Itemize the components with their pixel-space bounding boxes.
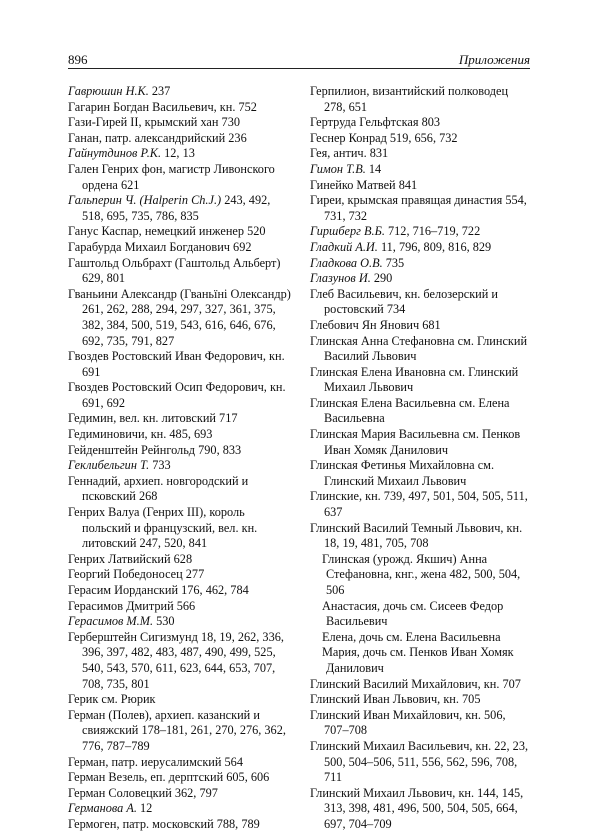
index-entry <box>68 786 294 802</box>
index-entry <box>310 115 532 131</box>
index-entry <box>68 224 294 240</box>
index-entry <box>68 443 294 459</box>
index-entry <box>310 739 532 786</box>
entry-text: Гагарин Богдан Васильевич, кн. 752 <box>68 99 257 114</box>
entry-text: Георгий Победоносец 277 <box>68 567 205 582</box>
index-entry <box>310 692 532 708</box>
entry-text: Гвоздев Ростовский Иван Федорович, кн. 691 <box>68 349 285 379</box>
index-entry <box>310 708 532 739</box>
index-subentry: Анастасия, дочь см. Сисеев Федор Васильевич <box>322 598 504 629</box>
index-entry <box>310 131 532 147</box>
entry-text: 237 <box>148 84 171 98</box>
entry-text: Глинский Василий Михайлович, кн. 707 <box>310 676 521 691</box>
index-entry <box>68 708 294 755</box>
author-name: Гиршберг В.Б. <box>310 224 385 239</box>
entry-text: Глинская Мария Васильевна см. Пенков Иван Хомяк Данилович <box>310 427 521 457</box>
index-entry <box>68 146 294 162</box>
index-entry <box>68 599 294 615</box>
index-entry <box>310 677 532 693</box>
entry-text: Глинская Елена Ивановна см. Глинский Михаил Львович <box>310 364 519 395</box>
index-entry <box>68 505 294 552</box>
entry-text: 530 <box>153 614 175 629</box>
entry-text: Гедимин, вел. кн. литовский 717 <box>68 411 238 426</box>
entry-text: 735 <box>382 255 405 270</box>
entry-text: Геннадий, архиеп. новгородский и псковский 268 <box>68 473 249 504</box>
entry-text: Геснер Конрад 519, 656, 732 <box>310 130 458 145</box>
entry-text: Глинский Василий Темный Львович, кн. 18, 19, 481, 705, 708 <box>310 520 523 551</box>
entry-text: Глинская Елена Васильевна см. Елена Васильевна <box>310 395 510 426</box>
index-entry <box>310 334 532 365</box>
index-entry <box>68 755 294 771</box>
index-entry <box>68 614 294 630</box>
index-entry <box>68 817 294 833</box>
index-entry <box>310 521 532 552</box>
entry-text: Глинский Михаил Львович, кн. 144, 145, 313, 398, 481, 496, 500, 504, 505, 664, 697, 704–709 <box>310 785 524 831</box>
entry-text: Генрих Валуа (Генрих III), король польский и французский, вел. кн. литовский 247, 520, 841 <box>68 505 258 551</box>
header-rule <box>68 68 530 69</box>
index-entry <box>310 178 532 194</box>
entry-text: Герман Соловецкий 362, 797 <box>68 785 218 800</box>
entry-text: 12, 13 <box>161 146 195 161</box>
index-entry <box>310 84 532 115</box>
entry-text: Герман, патр. иерусалимский 564 <box>68 754 243 769</box>
index-entry <box>310 193 532 224</box>
index-entry <box>68 552 294 568</box>
index-entry <box>310 318 532 334</box>
index-entry <box>68 630 294 692</box>
author-name: Гаврюшин Н.К. <box>68 84 149 98</box>
author-name: Глазунов И. <box>310 271 371 286</box>
index-entry <box>310 786 532 833</box>
entry-text: 290 <box>370 271 393 286</box>
author-name: Гладкова О.В. <box>310 255 383 270</box>
index-entry <box>68 131 294 147</box>
entry-text: 733 <box>149 458 171 473</box>
index-entry <box>310 271 532 287</box>
entry-text: Гейденштейн Рейнгольд 790, 833 <box>68 442 242 457</box>
entry-text: Глебович Ян Янович 681 <box>310 317 441 332</box>
section-title: Приложения <box>458 52 530 67</box>
index-entry <box>68 256 294 287</box>
entry-text: 11, 796, 809, 816, 829 <box>377 239 492 254</box>
index-entry <box>68 567 294 583</box>
entry-text: Гарабурда Михаил Богданович 692 <box>68 239 252 254</box>
entry-text: Ганус Каспар, немецкий инженер 520 <box>68 224 266 239</box>
entry-text: 12 <box>136 801 153 816</box>
index-entry <box>310 162 532 178</box>
index-entry <box>68 801 294 817</box>
index-entry <box>310 256 532 272</box>
index-entry <box>68 770 294 786</box>
entry-text: Гея, антич. 831 <box>310 146 389 161</box>
entry-text: Гаштольд Ольбрахт (Гаштольд Альберт) 629, 801 <box>68 255 281 286</box>
entry-text: Герасим Иорданский 176, 462, 784 <box>68 583 249 597</box>
entry-text: Глинский Иван Михайлович, кн. 506, 707–708 <box>310 707 506 738</box>
entry-text: Ганан, патр. александрийский 236 <box>68 130 247 145</box>
entry-text: Глинские, кн. 739, 497, 501, 504, 505, 511, 637 <box>310 489 528 520</box>
entry-text: Глеб Васильевич, кн. белозерский и ростовский 734 <box>310 286 498 317</box>
index-entry <box>310 240 532 256</box>
entry-text: Гинейко Матвей 841 <box>310 177 418 192</box>
index-entry <box>310 365 532 396</box>
index-entry <box>310 458 532 489</box>
index-subentry: Глинская (урожд. Якшич) Анна Стефановна, кнг., жена 482, 500, 504, 506 <box>322 551 521 597</box>
entry-text: Генрих Латвийский 628 <box>68 551 193 566</box>
entry-text: Гертруда Гельфтская 803 <box>310 115 441 130</box>
index-entry <box>68 287 294 349</box>
entry-text: Гиреи, крымская правящая династия 554, 731, 732 <box>310 193 527 223</box>
index-entry <box>68 458 294 474</box>
index-entry <box>68 349 294 380</box>
entry-text: Глинский Михаил Васильевич, кн. 22, 23, 500, 504–506, 511, 556, 562, 596, 708, 711 <box>310 738 529 785</box>
author-name: Гайнутдинов Р.К. <box>68 146 162 161</box>
index-entry <box>68 380 294 411</box>
page-header <box>68 48 530 70</box>
entry-text: 243, 492, 518, 695, 735, 786, 835 <box>82 193 271 223</box>
entry-text: Глинская Фетинья Михайловна см. Глинский Михаил Львович <box>310 458 495 488</box>
page-number: 896 <box>68 52 88 67</box>
index-entry <box>310 427 532 458</box>
index-subentry: Елена, дочь см. Елена Васильевна <box>322 629 501 644</box>
entry-text: 712, 716–719, 722 <box>384 224 481 239</box>
entry-text: Глинская Анна Стефановна см. Глинский Василий Львович <box>310 333 528 364</box>
entry-text: Гваньини Александр (Гваньїнi Олександр) 261, 262, 288, 294, 297, 327, 361, 375, 382, 384, 500, 519, 543, 616, 646, 676, 692, 735, 791, 827 <box>68 286 291 348</box>
entry-text: Герман Везель, еп. дерптский 605, 606 <box>68 770 270 785</box>
index-entry <box>310 489 532 520</box>
index-entry <box>310 146 532 162</box>
index-entry <box>68 162 294 193</box>
index-column-left <box>68 84 294 833</box>
index-entry <box>68 240 294 256</box>
entry-text: Гермоген, патр. московский 788, 789 <box>68 816 260 831</box>
entry-text: 14 <box>365 161 382 176</box>
index-entry <box>310 287 532 318</box>
author-name: Германова А. <box>68 801 137 816</box>
index-entry <box>68 474 294 505</box>
author-name: Гальперин Ч. (Halperin Ch.J.) <box>68 193 222 208</box>
entry-text: Гален Генрих фон, магистр Ливонского ордена 621 <box>68 161 275 192</box>
entry-text: Гедиминовичи, кн. 485, 693 <box>68 427 213 442</box>
index-entry <box>68 193 294 224</box>
entry-text: Герберштейн Сигизмунд 18, 19, 262, 336, 396, 397, 482, 483, 487, 490, 499, 525, 540, 543, 570, 611, 623, 644, 653, 707, 708, 735, 801 <box>68 629 284 691</box>
index-entry <box>68 583 294 599</box>
author-name: Гимон Т.В. <box>310 161 366 176</box>
entry-text: Гвоздев Ростовский Осип Федорович, кн. 691, 692 <box>68 380 286 410</box>
index-entry <box>310 224 532 240</box>
entry-text: Герпилион, византийский полководец 278, 651 <box>310 84 509 114</box>
index-subentry: Мария, дочь см. Пенков Иван Хомяк Данилович <box>322 645 514 675</box>
entry-text: Глинский Иван Львович, кн. 705 <box>310 692 481 707</box>
index-entry <box>68 411 294 427</box>
entry-text: Герман (Полев), архиеп. казанский и свияжский 178–181, 261, 270, 276, 362, 776, 787–789 <box>68 707 286 753</box>
index-entry <box>68 692 294 708</box>
index-entry <box>68 100 294 116</box>
author-name: Гладкий А.И. <box>310 239 378 254</box>
index-entry <box>68 115 294 131</box>
index-entry <box>310 396 532 427</box>
entry-text: Гази-Гирей II, крымский хан 730 <box>68 115 240 130</box>
index-column-right <box>310 84 532 833</box>
index-entry <box>68 84 294 100</box>
entry-text: Герасимов Дмитрий 566 <box>68 598 196 613</box>
author-name: Герасимов М.М. <box>68 614 154 629</box>
author-name: Геклибельгин Т. <box>68 458 150 473</box>
entry-text: Герик см. Рюрик <box>68 692 156 707</box>
index-entry <box>68 427 294 443</box>
